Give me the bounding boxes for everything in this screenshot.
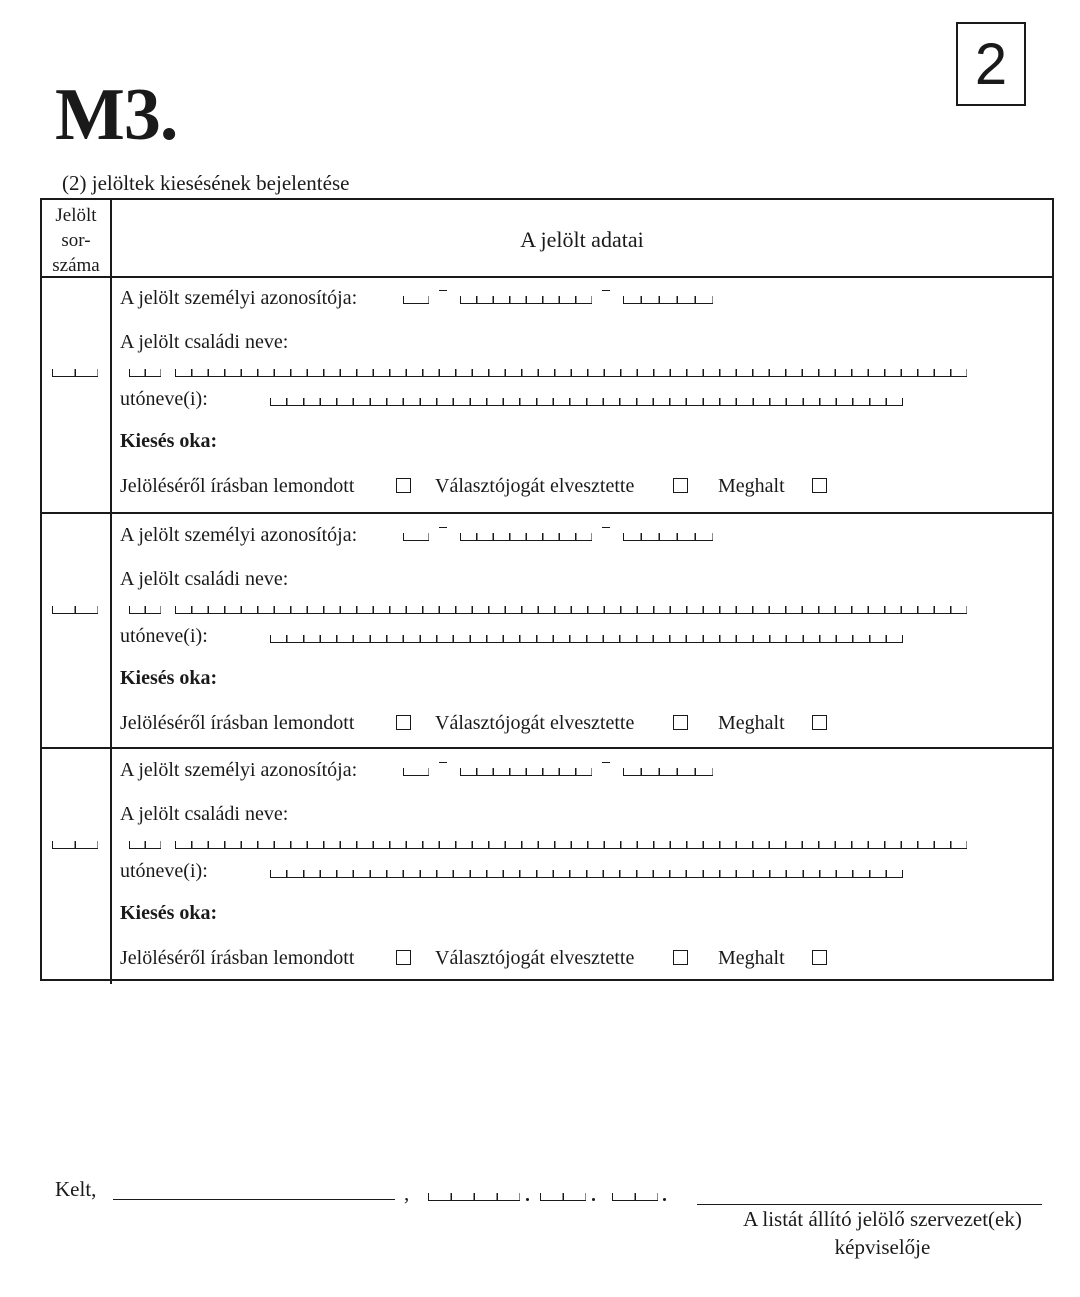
reason-deceased-label: Meghalt [718, 712, 785, 734]
family-name-field[interactable] [175, 369, 967, 377]
header-data-col: A jelölt adatai [520, 227, 644, 252]
header-number-line-2: sor- [61, 230, 91, 251]
family-name-field[interactable] [175, 841, 967, 849]
family-name-prefix-field[interactable] [129, 841, 161, 849]
id-dash-2 [602, 527, 610, 528]
id-field-part-1[interactable] [403, 296, 429, 304]
row-number-field[interactable] [52, 841, 98, 849]
id-field-part-3[interactable] [623, 533, 713, 541]
reason-label: Kiesés oka: [120, 902, 218, 924]
id-dash-2 [602, 762, 610, 763]
id-dash-2 [602, 290, 610, 291]
signature-label-line-1: A listát állító jelölő szervezet(ek) [743, 1207, 1022, 1231]
row-number-field[interactable] [52, 369, 98, 377]
header-number-col [42, 200, 112, 277]
row-number-field[interactable] [52, 606, 98, 614]
id-label: A jelölt személyi azonosítója: [120, 759, 358, 781]
date-dot-1 [526, 1198, 529, 1201]
id-dash-1 [439, 527, 447, 528]
reason-resigned-label: Jelöléséről írásban lemondott [120, 947, 355, 969]
candidate-table [40, 198, 1054, 981]
header-number-line-3: száma [52, 255, 100, 276]
form-code: M3. [55, 74, 178, 156]
date-comma: , [404, 1181, 410, 1205]
id-dash-1 [439, 762, 447, 763]
family-name-label: A jelölt családi neve: [120, 331, 289, 353]
row-number-cell [42, 277, 112, 512]
reason-deceased-label: Meghalt [718, 475, 785, 497]
reason-resigned-checkbox[interactable] [396, 715, 411, 730]
reason-deceased-checkbox[interactable] [812, 478, 827, 493]
id-field-part-1[interactable] [403, 533, 429, 541]
id-field-part-3[interactable] [623, 296, 713, 304]
date-day-field[interactable] [612, 1193, 658, 1201]
family-name-label: A jelölt családi neve: [120, 803, 289, 825]
family-name-prefix-field[interactable] [129, 606, 161, 614]
id-field-part-1[interactable] [403, 768, 429, 776]
candidate-block-3 [42, 747, 1052, 984]
reason-deceased-checkbox[interactable] [812, 950, 827, 965]
signature-label [700, 1205, 1065, 1261]
header-number-line-1: Jelölt [55, 205, 97, 226]
reason-lost-right-label: Választójogát elvesztette [435, 712, 635, 734]
family-name-field[interactable] [175, 606, 967, 614]
reason-deceased-label: Meghalt [718, 947, 785, 969]
signature-label-line-2: képviselője [834, 1235, 931, 1259]
reason-lost-right-label: Választójogát elvesztette [435, 947, 635, 969]
place-field[interactable] [113, 1199, 395, 1200]
reason-resigned-checkbox[interactable] [396, 950, 411, 965]
row-number-cell [42, 749, 112, 984]
date-dot-2 [592, 1198, 595, 1201]
given-name-label: utóneve(i): [120, 860, 208, 882]
id-field-part-3[interactable] [623, 768, 713, 776]
id-dash-1 [439, 290, 447, 291]
date-dot-3 [663, 1198, 666, 1201]
given-name-field[interactable] [270, 398, 903, 406]
reason-lost-right-checkbox[interactable] [673, 950, 688, 965]
page-number-box: 2 [956, 22, 1026, 106]
given-name-label: utóneve(i): [120, 388, 208, 410]
candidate-block-2 [42, 512, 1052, 749]
date-month-field[interactable] [540, 1193, 586, 1201]
id-label: A jelölt személyi azonosítója: [120, 287, 358, 309]
id-field-part-2[interactable] [460, 768, 592, 776]
given-name-field[interactable] [270, 635, 903, 643]
row-number-cell [42, 514, 112, 749]
form-subtitle: (2) jelöltek kiesésének bejelentése [62, 171, 350, 195]
dated-label: Kelt, [55, 1177, 97, 1201]
id-field-part-2[interactable] [460, 533, 592, 541]
reason-deceased-checkbox[interactable] [812, 715, 827, 730]
date-year-field[interactable] [428, 1193, 520, 1201]
reason-label: Kiesés oka: [120, 667, 218, 689]
id-label: A jelölt személyi azonosítója: [120, 524, 358, 546]
family-name-prefix-field[interactable] [129, 369, 161, 377]
reason-resigned-label: Jelöléséről írásban lemondott [120, 712, 355, 734]
reason-resigned-checkbox[interactable] [396, 478, 411, 493]
id-field-part-2[interactable] [460, 296, 592, 304]
reason-label: Kiesés oka: [120, 430, 218, 452]
reason-lost-right-checkbox[interactable] [673, 715, 688, 730]
given-name-label: utóneve(i): [120, 625, 208, 647]
candidate-block-1 [42, 277, 1052, 512]
reason-lost-right-label: Választójogát elvesztette [435, 475, 635, 497]
given-name-field[interactable] [270, 870, 903, 878]
reason-resigned-label: Jelöléséről írásban lemondott [120, 475, 355, 497]
family-name-label: A jelölt családi neve: [120, 568, 289, 590]
reason-lost-right-checkbox[interactable] [673, 478, 688, 493]
